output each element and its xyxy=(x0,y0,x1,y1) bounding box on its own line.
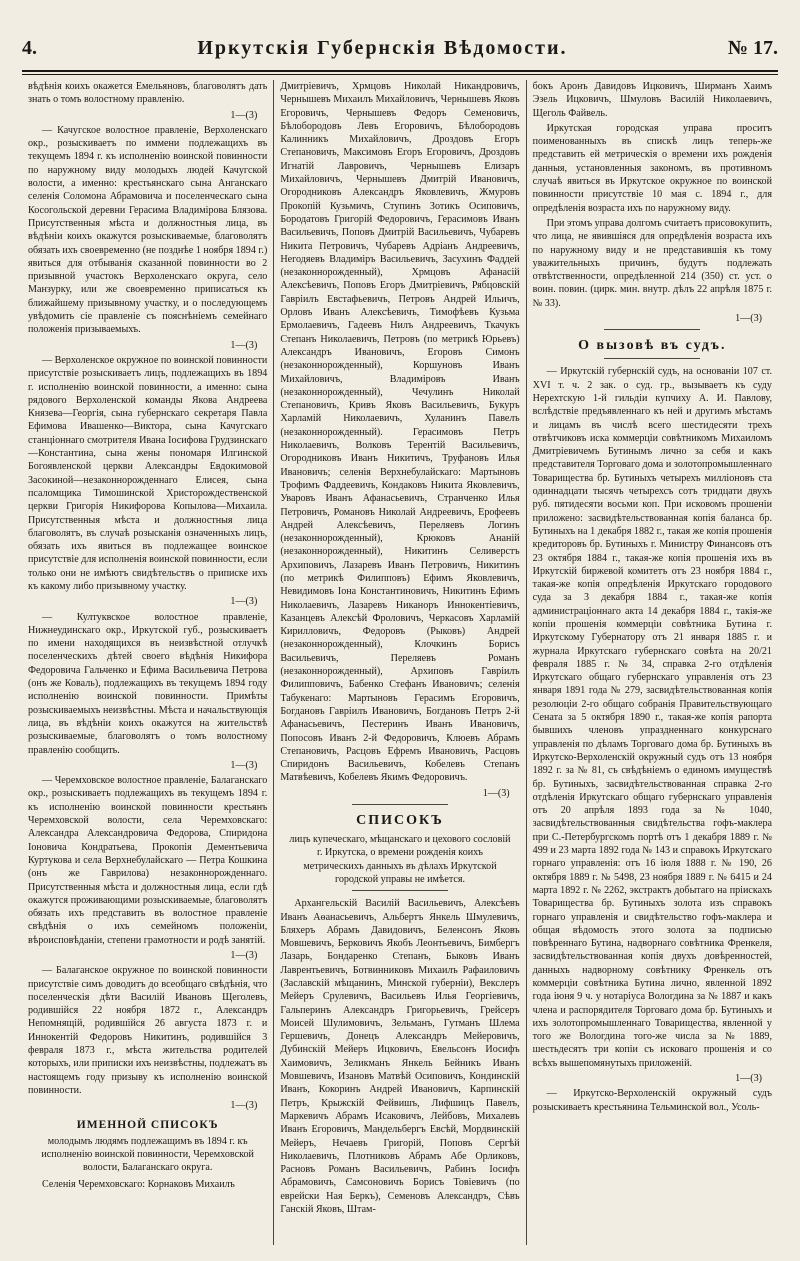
section-heading: ИМЕННОЙ СПИСОКЪ xyxy=(76,1118,219,1131)
notice-paragraph: — Иркутско-Верхоленскій окружный судъ розыскиваетъ крестьянина Тельминской вол., Усоль- xyxy=(532,1088,772,1113)
notice-paragraph: — Качугское волостное правленіе, Верхоленскаго окр., розыскиваетъ по иммени подлежащихъ въ текущемъ 1894 г. къ исполненію воинской повинности по наружному виду молодыхъ людей Качугской волости, а именно: крестьянскаго сына Анганскаго селенія Соломона Абрамовича и поселенческаго сына Косогольской деревни Герасима Владимірова Блязова. Присутственныя мѣста и должностныя лица, въ вѣдѣніи коихъ окажутся розыскиваемые, благоволятъ обязать ихъ своевременно (не позднѣе 1 ноября 1894 г.) явиться для отбыванія сказанной повинности во 2 призывной участокъ Верхоленскаго округа, село Манзурку, или же своевременно приписаться къ ближайшему призывному участку, и о последующемъ увѣдомить сіе правленіе съ пояснѣніемъ семейнаго положенія призываемыхъ. xyxy=(28,124,268,336)
column-middle xyxy=(273,80,525,1245)
notice-paragraph: — Култуквское волостное правленіе, Нижнеудинскаго окр., Иркутской губ., розыскиваетъ по имени находящихся въ неизвѣстной отлучкѣ поселенческихъ дѣтей своего вѣдѣнія Никифора Федоровича Гальченко и Ефима Васильевича Петрова (онъ же Коваль), подлежащихъ въ текущемъ 1894 году исполненію воинской повинности. Примѣты розыскиваемыхъ неизвѣстны. Мѣста и начальствующія лица, въ вѣдѣніи коихъ окажутся на жительствѣ розыскиваемые, благоволятъ о томъ волостному правленію сообщить. xyxy=(28,611,268,756)
notice-signature: 1—(3) xyxy=(230,339,258,351)
notice-paragraph: — Балаганское окружное по воинской повинности присутствіе симъ доводитъ до всеобщаго свѣдѣнія, что поселенческія дѣти Василій Ивановъ Щеголевъ, родившійся 22 ноября 1872 г., Александръ Непомнящій, родившійся 26 августа 1873 г. и Иннокентій Федоровъ Никитинъ, родившійся 3 февраля 1873 г., мѣста жительства родителей которыхъ, или приписки ихъ неизвѣстны, подлежатъ въ настоящемъ году призыву къ исполненію воинской повинности. xyxy=(28,965,268,1096)
notice-paragraph: — Черемховское волостное правленіе, Балаганскаго окр., розыскиваетъ подлежащихъ въ текущемъ 1894 г. къ исполненію воинской повинности крестьянъ Черемховской волости, села Черемховскаго: Александра Александровича Федорова, Спиридона Іоновича Кондратьева, Прокопія Дементьевича Куртукова и села Верхнебулайскаго — Петра Кошкина (онъ же Гаврилова) незаконнорожденнаго. Присутственныя мѣста и должностныя лица, если гдѣ окажутся проживающими розыскиваемые, благоволятъ обязать ихъ представить въ волостное правленіе свѣдѣнія о ихъ семейномъ положеніи, вѣроисповѣданіи, степени грамотности и родѣ занятій. xyxy=(28,775,268,946)
notice-signature: 1—(3) xyxy=(735,1073,762,1085)
notice-paragraph: — Иркутскій губернскій судъ, на основаніи 107 ст. XVI т. ч. 2 зак. о суд. гр., вызываетъ къ суду Нерехтскую 1-й гильдіи купчиху А. И. Павлову, вслѣдствіе предъявленнаго къ ней и другимъ мѣстамъ и лицамъ въ числѣ всего шестидесяти трехъ отвѣтчиковъ иска коммерціи совѣтникомъ Михаиломъ Дмитріевичемъ Бутинымъ лично за себя и какъ представителя Торговаго дома и золотопромышленнаго Товарищества бр. Бутиныхъ четырехъ милліоновъ ста одиннадцати тысячъ четырехсъ сотъ тридцати двухъ руб. пятидесяти восьми коп. При исковомъ прошеніи приложено: засвидѣтельствованная копія баланса бр. Бутиныхъ на 1 декабря 1882 г., такая же копія прошенія кредиторовъ бр. Бутиныхъ г. Министру Финансовъ отъ 23 октября 1884 г., такая-же копія прошенія ихъ въ Иркутскій биржевой комитетъ отъ 23 ноября 1884 г., такая-же копія опредѣленія Иркутскаго городового суда за 3 декабря 1884 г., такая-же копія администраціоннаго акта 14 декабря 1884 г., такія-же копіи прошенія коммерціи совѣтника Бутина г. Иркутскому Губернатору отъ 21 января 1885 г. и журнала Иркутскаго губернскаго совѣта на 20/21 февраля 1885 г. № 34, справка 2-го отдѣленія Иркутскаго общаго губернскаго управленія отъ 23 января 1891 года № 279, засвидѣтельствованная копія резолюціи 2-го общаго собранія Правительствующаго Сената за 5 октября 1890 г., такая-же копія рапорта бывшихъ членовъ упраздненнаго конкурснаго управленія по дѣламъ Торговаго дома бр. Бутиныхъ въ Иркутско-Верхоленскій окружный судъ отъ 13 ноября 1892 г. за № 81, съ свѣдѣніемъ о единомъ имуществѣ бр. Бутиныхъ, засвидѣтельствованная справка 2-го отдѣленія Иркутскаго общаго губернскаго управленія отъ 20 апрѣля 1893 года за № 1040, засвидѣтельствованныя свидѣтельства гофъ-маклера при С.-Петербургскомъ портѣ отъ 1 декабря 1889 г. № 499 и 23 марта 1892 года № 143 и справокъ Иркутскаго горнаго управленія: отъ 16 іюля 1888 г. № 190, 26 октября 1889 г. № 5498, 23 ноября 1889 г. № 6415 и 24 марта 1892 г. № 2262, экстрактъ добытаго на пріискахъ Товарищества бр. Бутиныхъ золота изъ справокъ горнаго управленія и свидѣтельство гофъ-маклера и общая вѣдомость этого золота за подписью повѣреннаго Бутина, надворнаго совѣтника Френкеля, засвидѣтельствованная копія двухъ довѣренностей, данныхъ надворному совѣтнику Френкель отъ коммерціи совѣтника Бутина лично, явленной 1892 года іюня 9 ч. у нотаріуса Вологдина за № 1887 и какъ члена и распорядителя Торговаго дома бр. Бутиныхъ и ихъ золотопромышленнаго Товарищества, явленной у того же Вологдина того-же числа за № 1889, шестьдесятъ три копіи съ исковаго прошенія и со всѣхъ вышепомянутыхъ приложеній. xyxy=(532,366,772,1069)
section-subtitle: молодымъ людямъ подлежащимъ въ 1894 г. къ исполненію воинской повинности, Черемховской волости, Балаганскаго округа. xyxy=(41,1135,254,1174)
notice-paragraph: Иркутская городская управа проситъ поименованныхъ въ спискѣ лицъ теперь-же представить ей метрическія о времени ихъ рожденія данныя, установленныя закономъ, въ противномъ случаѣ явиться въ Иркутское окружное по воинской повинности присутствіе 10 мая с. 1894 г., для опредѣленія возраста ихъ по наружному виду. xyxy=(532,122,772,214)
notice-signature: 1—(3) xyxy=(482,787,510,799)
notice-paragraph: вѣдѣнія коихъ окажется Емельяновъ, благоволятъ дать знать о томъ волостному правленію. xyxy=(28,81,268,106)
notice-signature: 1—(3) xyxy=(230,109,258,121)
list-paragraph: Дмитріевичъ, Хрмцовъ Николай Никандровичъ, Чернышевъ Михаилъ Михайловичъ, Чернышевъ Яковъ Егоровичъ, Чернышевъ Федоръ Семеновичъ, Бѣлобородовъ Левъ Егоровичъ, Бѣлобородовъ Калинникъ Михайловичъ, Дроздовъ Егоръ Степановичъ, Максимовъ Егоръ Егоровичъ, Дроздовъ Игнатій Лавровичъ, Чернышевъ Елизаръ Михайловичъ, Чернышевъ Дмитрій Ивановичъ, Огородниковъ Александръ Яковлевичъ, Жмуровъ Прокопій Кузьмичъ, Ступинъ Зотикъ Осиповичъ, Бородатовъ Григорій Федоровичъ, Герасимовъ Иванъ Васильевичъ, Поповъ Дмитрій Васильевичъ, Чубаревъ Никита Петровичъ, Чубаревъ Адріанъ Андреевичъ, Негодяевъ Владиміръ Васильевичъ, Засухинъ Фаддей (незаконнорожденный), Хрмцовъ Афанасій Алексѣевичъ, Поповъ Егоръ Дмитріевичъ, Рябцовскій Гавріилъ Евстафьевичъ, Петровъ Андрей Ильичъ, Орловъ Иванъ Алексѣевичъ, Тимофѣевъ Кузьма Ермолаевичъ, Гадеевъ Нилъ Андреевичъ, Ткачукъ Степанъ Николаевичъ, Петровъ (по метрикѣ Юрьевъ) Александръ Ивановичъ, Егоровъ Симонъ (незаконнорожденный), Коршуновъ Иванъ Михайловичъ, Владиміровъ Иванъ (незаконнорожденный), Чечулинъ Николай Степановичъ, Кривъ Яковъ Васильевичъ, Букуръ Харламій Николаевичъ, Хуланинъ Павелъ (незаконнорожденный). Герасимовъ Петръ Николаевичъ, Волковъ Терентій Васильевичъ, Огородниковъ Иванъ Никитичъ, Труфановъ Илья Ивановичъ; селенія Верхнебулайскаго: Мартыновъ Трофимъ Фаддеевичъ, Кондаковъ Никита Яковлевичъ, Уваровъ Иванъ Афанасьевичъ, Странченко Илья Петровичъ, Романовъ Николай Андреевичъ, Ерофеевъ Андрей Алексѣевичъ, Переляевъ Логинъ (незаконнорожденный), Крюковъ Ананій (незаконнорожденный), Никитинъ Селиверстъ Архиповичъ, Лазаревъ Иванъ Петровичъ, Никитинъ (по метрикѣ Филипповъ) Ефимъ Яковлевичъ, Невидимовъ Іона Константиновичъ, Никитинъ Ефимъ Николаевичъ, Лазаревъ Никаноръ Иннокентіевичъ, Казанцевъ Алексѣй Фроловичъ, Черкасовъ Харламій Кирилловичъ, Федоровъ (Рыковъ) Андрей (незаконнорожденный), Клочкинъ Борисъ Васильевичъ, Переляевъ Романъ (незаконнорожденный), Архиповъ Гавріилъ Филипповичъ, Бабенко Стефанъ Ивановичъ; селенія Табукенаго: Мартыновъ Герасимъ Егоровичъ, Богдановъ Гавріилъ Ивановичъ, Богдановъ Петръ 2-й Афанасьевичъ, Пестеринъ Иванъ Ивановичъ, Попосовъ Иванъ 2-й Федоровичъ, Клюевъ Абрамъ Степановичъ, Расцовъ Ефремъ Ивановичъ, Расцовъ Спиридонъ Васильевичъ, Кобелевъ Степанъ Матвѣевичъ, Кобелевъ Якимъ Федоровичъ. xyxy=(280,81,520,784)
column-left xyxy=(22,80,273,1245)
divider xyxy=(604,358,700,359)
section-heading: СПИСОКЪ xyxy=(356,813,444,829)
list-paragraph: Архангельскій Василій Васильевичъ, Алексѣевъ Иванъ Аѳанасьевичъ, Альбертъ Янкель Шмулевичъ, Бляхеръ Абрамъ Давидовичъ, Беленсонъ Яковъ Мовшевичъ, Берковичъ Якобъ Леонтьевичъ, Бимбергъ Лазарь, Бондаренко Степанъ, Быковъ Иванъ Лаврентьевичъ, Ботвинниковъ Михаилъ Рафаиловичъ (Заславскій мѣщанинъ, Минской губерніи), Векслеръ Мейеръ Срулевичъ, Васильевъ Илья Георгіевичъ, Гальперинъ Александръ Григорьевичъ, Грейсеръ Моисей Шулимовичъ, Зельманъ, Гутманъ Шлема Гершевичъ, Донецъ Александръ Мейеровичъ, Дубинскій Мейеръ Ицковичъ, Евельсонъ Иосифъ Хаимовичъ, Зеликманъ Янкель Бейникъ Иванъ Мовшевичъ, Изановъ Матвѣй Осиповичъ, Кондинскій Иванъ, Кокоринъ Андрей Ивановичъ, Карпинскій Петръ, Крыжскій Фейвишъ, Лифшицъ Павелъ, Маркевичъ Абрамъ Исаковичъ, Лейбовъ, Михалевъ Иванъ Егоровичъ, Мандельбергъ Евсѣй, Мордвинскій Мейеръ, Нечаевъ Григорій, Поповъ Сергѣй Николаевичъ, Плотниковъ Абрамъ Абе Орликовъ, Расновъ Романъ Васильевичъ, Рабинъ Іосифъ Абрамовичъ, Самсоновичъ Борисъ Товіевичъ (по еврейски Ная Беркъ), Семеновъ Александръ, Сѣвъ Ганскій Яковъ, Штам- xyxy=(280,898,520,1216)
list-paragraph: бокъ Аронъ Давидовъ Ицковичъ, Ширманъ Хаимъ Эзель Ицковичъ, Шмуловъ Василій Николаевичъ, Щеголь Файвель. xyxy=(532,81,772,119)
newspaper-title: Иркутскія Губернскія Вѣдомости. xyxy=(197,36,568,59)
notice-paragraph: При этомъ управа долгомъ считаетъ присовокупить, что лица, не явившіяся для опредѣленія возраста ихъ по наружному виду и не представившія къ тому уважительныхъ причинъ, будутъ подлежать отвѣтственности, опредѣленной 214 (350) ст. уст. о воин. повин. (цирк. мин. внутр. дѣлъ 22 апрѣля 1875 г. № 33). xyxy=(532,217,772,309)
header-rule-thin xyxy=(22,74,778,75)
divider xyxy=(352,890,448,891)
section-heading: О вызовѣ въ судъ. xyxy=(578,338,727,354)
notice-signature: 1—(3) xyxy=(230,759,258,771)
notice-signature: 1—(3) xyxy=(735,313,762,325)
divider xyxy=(352,804,448,805)
column-right xyxy=(526,80,778,1245)
header-rule xyxy=(22,70,778,72)
divider xyxy=(604,329,700,330)
list-paragraph: Селенія Черемховскаго: Корнаковъ Михаилъ xyxy=(42,1179,235,1191)
notice-signature: 1—(3) xyxy=(230,1100,258,1112)
notice-signature: 1—(3) xyxy=(230,950,258,961)
issue-number: № 17. xyxy=(727,36,778,59)
notice-paragraph: — Верхоленское окружное по воинской повинности присутствіе розыскиваетъ лицъ, подлежащихъ въ 1894 г. исполненію воинской повинности, а именно: сына рядового Верхоленской команды Якова Андреева Князева—Георгія, сына губернскаго секретаря Павла Ефимова Ивашенко—Виктора, сына Качугскаго станціоннаго смотрителя Ивана Іосифова Грудзинскаго—Константина, сына жены пономаря Илгинской Богоявленской церкви Александры Евдокимовой Засокиной—незаконнорожденнаго Елисея, сына псаломщика Тимошинской Христорождественской церкви Григорія Никифорова Копылова—Михаила. Присутственныя мѣста и должностныя лица благоволятъ, въ случаѣ розысканія означенныхъ лицъ, обязать ихъ явиться въ подлежащее воинское присутствіе для исполненія воинской повинности, если только они не имѣютъ свидѣтельствъ о приписке ихъ къ какому либо призывному участку. xyxy=(28,354,268,592)
page-header xyxy=(22,30,778,66)
notice-signature: 1—(3) xyxy=(230,596,258,608)
section-subtitle: лицъ купеческаго, мѣщанскаго и цехового сословій г. Иркутска, о времени рожденія коихъ метрическихъ данныхъ въ дѣлахъ Иркутской городской управы не имѣется. xyxy=(289,834,511,885)
columns xyxy=(22,80,778,1245)
page-number: 4. xyxy=(22,36,37,59)
